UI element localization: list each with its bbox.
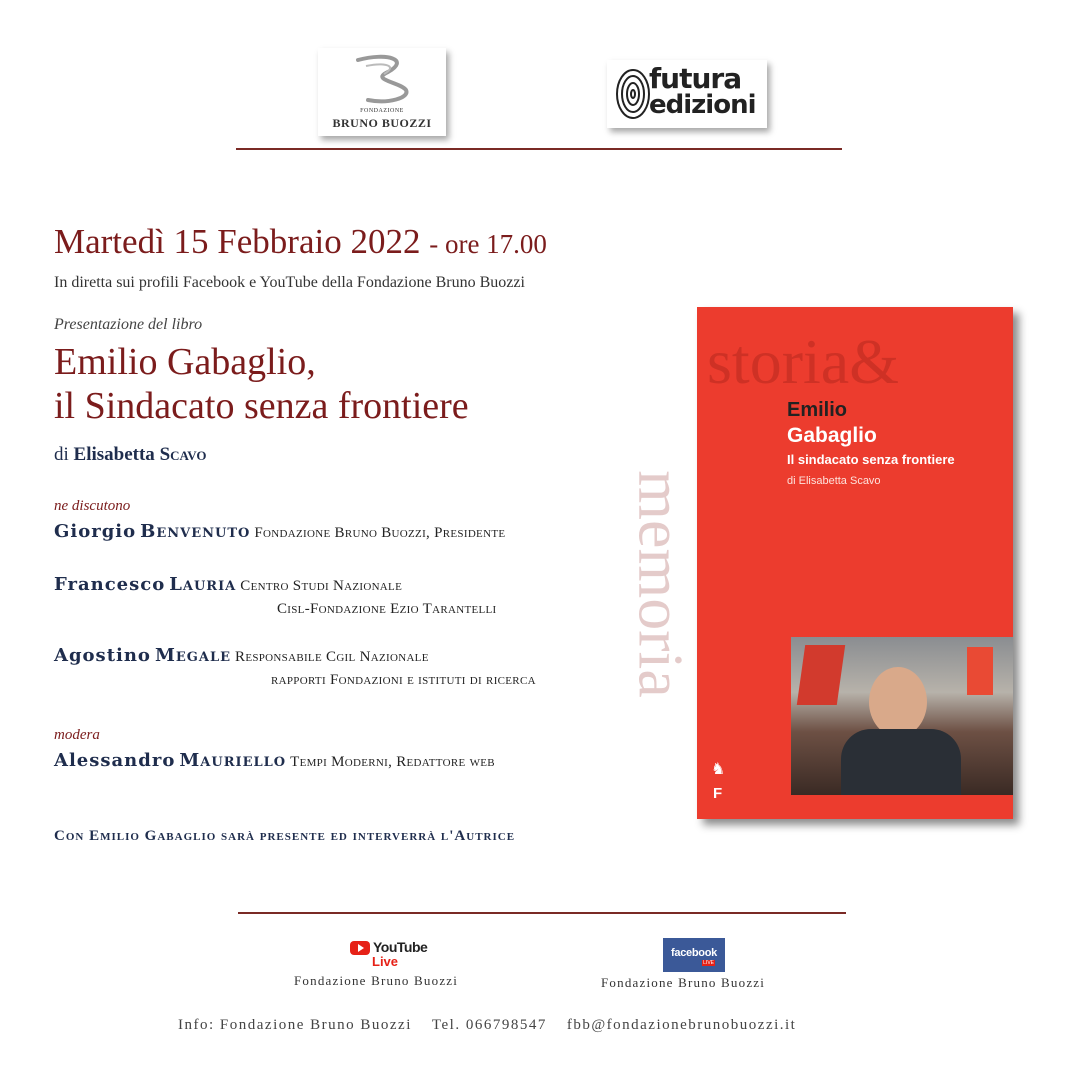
event-date (54, 222, 547, 262)
info-phone: Tel. 066798547 (431, 1017, 547, 1033)
youtube-play-icon (350, 941, 370, 955)
moderator-first-name: Alessandro (54, 750, 176, 771)
cover-author-last: Gabaglio (787, 424, 877, 447)
speaker-last-name: Lauria (169, 574, 237, 595)
cover-author-first: Emilio (787, 399, 848, 421)
speaker-lauria (54, 574, 402, 595)
closing-note: Con Emilio Gabaglio sarà presente ed interverrà l'Autrice (54, 828, 516, 844)
author-last-name: Scavo (159, 444, 207, 465)
author-prefix: di (54, 444, 69, 465)
cover-photo (791, 637, 1013, 795)
facebook-live-badge: LIVE (703, 960, 714, 966)
speaker-benvenuto (54, 521, 505, 542)
speaker-megale (54, 645, 429, 666)
publisher-mark: F (713, 785, 723, 802)
photo-person-head (869, 667, 927, 737)
publisher-horse-icon: ♞ (711, 759, 726, 778)
facebook-word: facebook (671, 947, 717, 959)
speaker-last-name: Benvenuto (140, 521, 251, 542)
facebook-live-logo[interactable] (663, 938, 725, 972)
moderator-label: modera (54, 727, 100, 743)
discussants-label: ne discutono (54, 498, 131, 514)
buozzi-swirl-icon (348, 52, 418, 106)
moderator-mauriello (54, 750, 495, 771)
book-title (54, 340, 654, 428)
speaker-role-line2: Cisl-Fondazione Ezio Tarantelli (277, 601, 497, 617)
speaker-first-name: Agostino (54, 645, 151, 666)
cover-watermark-vertical: memoria (625, 470, 697, 698)
speaker-last-name: Megale (154, 645, 232, 666)
moderator-role: Tempi Moderni, Redattore web (290, 754, 495, 770)
photo-person-body (841, 729, 961, 795)
youtube-live-logo[interactable] (350, 939, 428, 971)
cover-byline: di Elisabetta Scavo (787, 475, 881, 487)
book-title-line2: il Sindacato senza frontiere (54, 385, 469, 427)
book-cover-image (625, 307, 1013, 819)
facebook-caption: Fondazione Bruno Buozzi (601, 975, 766, 990)
book-title-line1: Emilio Gabaglio, (54, 341, 316, 383)
event-time: - ore 17.00 (429, 229, 547, 259)
fingerprint-icon (611, 66, 651, 122)
top-divider (236, 148, 842, 150)
youtube-caption: Fondazione Bruno Buozzi (294, 973, 459, 988)
photo-flag (797, 645, 845, 705)
photo-flag (967, 647, 993, 695)
cover-subtitle: Il sindacato senza frontiere (787, 452, 955, 467)
speaker-role-line2: rapporti Fondazioni e istituti di ricerca (271, 672, 536, 688)
buozzi-logo-name: BRUNO BUOZZI (332, 116, 432, 130)
speaker-first-name: Giorgio (54, 521, 137, 542)
futura-edizioni-logo (607, 60, 767, 128)
info-org: Info: Fondazione Bruno Buozzi (178, 1017, 412, 1033)
youtube-word: YouTube (373, 939, 428, 955)
event-date-text: Martedì 15 Febbraio 2022 (54, 222, 421, 261)
info-email[interactable]: fbb@fondazionebrunobuozzi.it (566, 1017, 797, 1033)
fondazione-buozzi-logo (318, 48, 446, 136)
cover-watermark: storia& (707, 326, 899, 397)
moderator-last-name: Mauriello (179, 750, 287, 771)
futura-logo-line1: futura (649, 62, 742, 95)
speaker-first-name: Francesco (54, 574, 166, 595)
live-stream-info: In diretta sui profili Facebook e YouTube della Fondazione Bruno Buozzi (54, 274, 525, 291)
author-first-name: Elisabetta (73, 444, 155, 465)
youtube-live-label: Live (372, 954, 399, 969)
speaker-role: Centro Studi Nazionale (240, 578, 403, 594)
bottom-divider (238, 912, 846, 914)
buozzi-logo-small-text: FONDAZIONE (360, 108, 404, 114)
futura-logo-line2: edizioni (649, 90, 756, 120)
contact-info (178, 1017, 796, 1034)
speaker-role: Responsabile Cgil Nazionale (235, 649, 429, 665)
speaker-role: Fondazione Bruno Buozzi, Presidente (254, 525, 506, 541)
book-author (54, 444, 206, 466)
presentation-label: Presentazione del libro (54, 316, 203, 333)
